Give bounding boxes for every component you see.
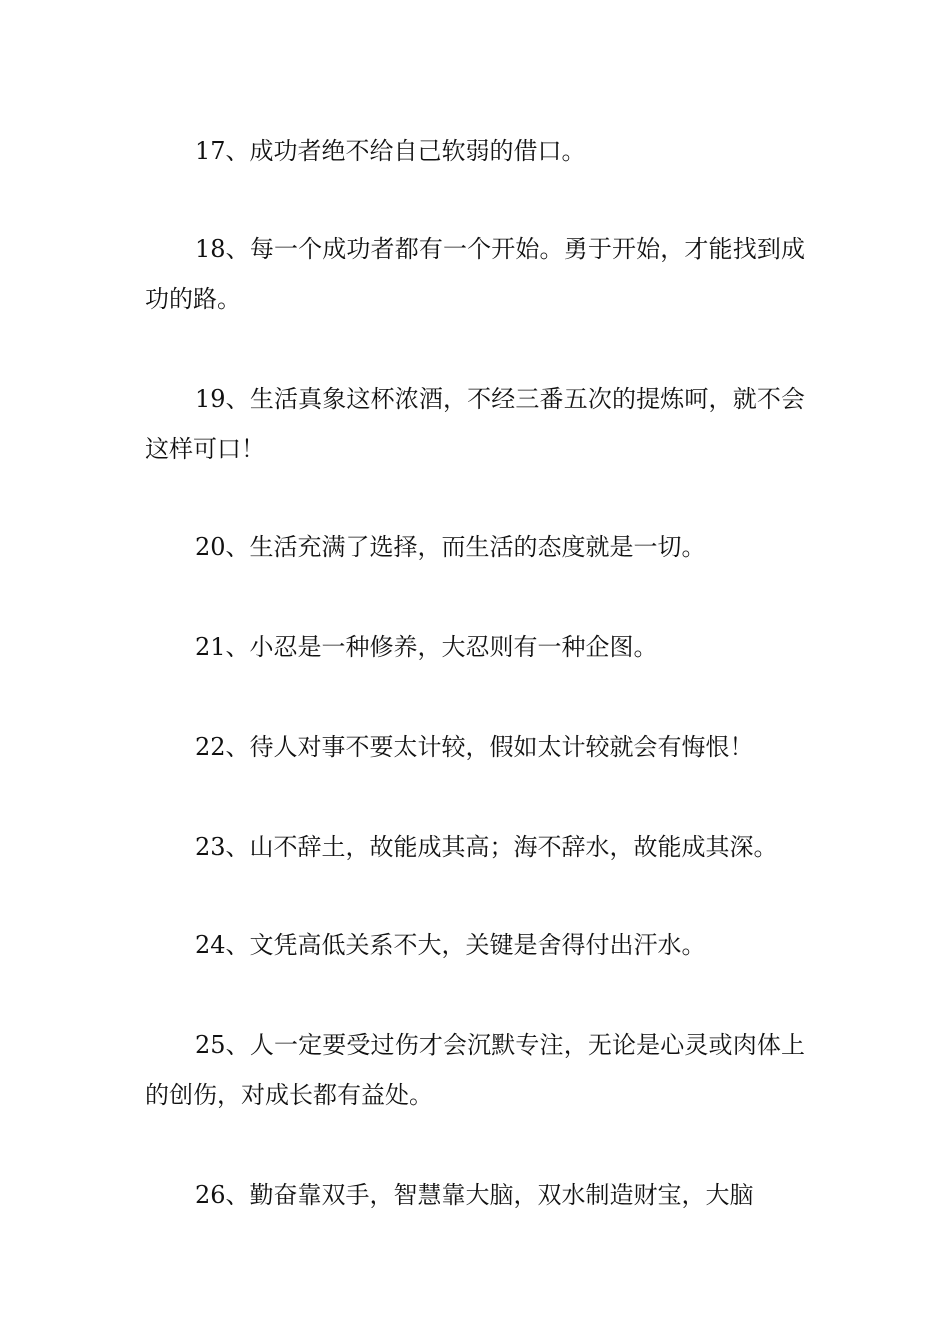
paragraph-24: 24、文凭高低关系不大，关键是舍得付出汗水。	[195, 931, 706, 959]
paragraph-26: 26、勤奋靠双手，智慧靠大脑，双水制造财宝，大脑	[195, 1181, 754, 1209]
paragraph-21: 21、小忍是一种修养，大忍则有一种企图。	[195, 633, 658, 661]
paragraph-25: 25、人一定要受过伤才会沉默专注，无论是心灵或肉体上的创伤，对成长都有益处。	[145, 1031, 805, 1109]
paragraph-18: 18、每一个成功者都有一个开始。勇于开始，才能找到成功的路。	[145, 235, 805, 313]
paragraph-20: 20、生活充满了选择，而生活的态度就是一切。	[195, 533, 706, 561]
paragraph-22: 22、待人对事不要太计较，假如太计较就会有悔恨！	[195, 733, 754, 761]
paragraph-17: 17、成功者绝不给自己软弱的借口。	[195, 137, 586, 165]
paragraph-19: 19、生活真象这杯浓酒，不经三番五次的提炼呵，就不会这样可口！	[145, 385, 805, 463]
paragraph-23: 23、山不辞土，故能成其高；海不辞水，故能成其深。	[195, 833, 778, 861]
